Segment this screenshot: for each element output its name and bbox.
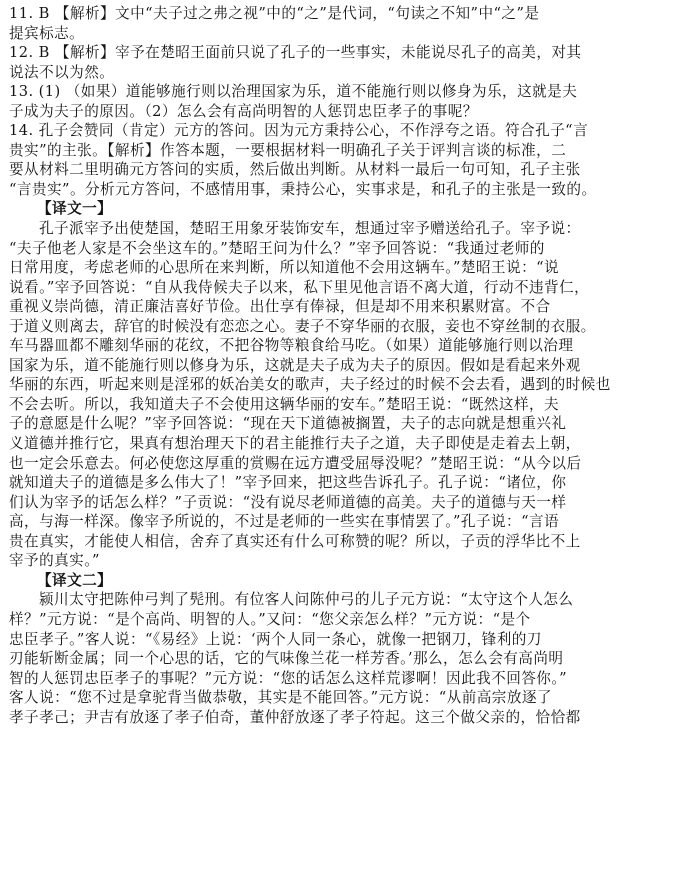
text-line-19: 国家为乐，道不能施行则以修身为乐，这就是夫子成为夫子的原因。假如是看起来外观 [9, 356, 581, 374]
text-line-25: 就知道夫子的道德是多么伟大了！”宰予回来，把这些告诉孔子。孔子说：“诸位，你 [9, 474, 567, 492]
text-line-29: 宰予的真实。” [9, 552, 100, 570]
text-line-34: 刃能斩断金属；同一个心思的话，它的气味像兰花一样芳香。’那么，怎么会有高尚明 [9, 650, 564, 668]
text-line-24: 也一定会乐意去。何必使您这厚重的赏赐在远方遭受屈辱没呢？”楚昭王说：“从今以后 [9, 454, 582, 472]
text-line-13: “夫子他老人家是不会坐这车的。”楚昭王问为什么？”宰予回答说：“我通过老师的 [9, 239, 545, 257]
text-line-5: 13. (1) （如果）道能够施行则以治理国家为乐，道不能施行则以修身为乐，这就是夫 [9, 83, 578, 101]
text-line-27: 高，与海一样深。像宰予所说的，不过是老师的一些实在事情罢了。”孔子说：“言语 [9, 513, 560, 531]
text-line-4: 说法不以为然。 [9, 63, 115, 81]
text-line-37: 孝子孝己；尹吉有放逐了孝子伯奇，董仲舒放逐了孝子符起。这三个做父亲的，恰恰都 [9, 708, 581, 726]
text-line-16: 重视义崇尚德，清正廉洁喜好节俭。出仕享有俸禄，但是却不用来积累财富。不合 [9, 298, 551, 316]
text-line-12: 孔子派宰予出使楚国，楚昭王用象牙装饰安车，想通过宰予赠送给孔子。宰予说： [39, 220, 581, 238]
translation-one-heading: 【译文一】 [37, 200, 113, 218]
text-line-32: 样？”元方说：“是个高尚、明智的人。”又问：“您父亲怎么样？”元方说：“是个 [9, 610, 531, 628]
text-line-1: 11. B 【解析】文中“夫子过之弗之视”中的“之”是代词，“句读之不知”中“之”是 [9, 5, 540, 22]
text-line-28: 贵在真实，才能使人相信，舍弃了真实还有什么可称赞的呢？所以，子贡的浮华比不上 [9, 532, 581, 550]
text-line-26: 们认为宰予的话怎么样？”子贡说：“没有说尽老师道德的高美。夫子的道德与天一样 [9, 493, 567, 511]
text-line-21: 不会去听。所以，我知道夫子不会使用这辆华丽的安车。”楚昭王说：“既然这样，夫 [9, 395, 560, 413]
text-line-10: “言贵实”。分析元方答问，不感情用事，秉持公心，实事求是，和孔子的主张是一致的。 [9, 180, 597, 198]
text-line-9: 要从材料二里明确元方答问的实质，然后做出判断。从材料一最后一句可知，孔子主张 [9, 161, 581, 179]
text-line-23: 义道德并推行它，果真有想治理天下的君主能推行夫子之道，夫子即使是走着去上朝， [9, 435, 581, 453]
text-line-8: 贵实”的主张。【解析】作答本题，一要根据材料一明确孔子关于评判言谈的标准，二 [9, 141, 567, 159]
answer-explanation-page [9, 4, 685, 727]
translation-two-heading: 【译文二】 [37, 571, 113, 589]
text-line-7: 14. 孔子会赞同（肯定）元方的答问。因为元方秉持公心，不作浮夸之语。符合孔子“言 [9, 122, 589, 140]
text-line-15: 说看。”宰予回答说：“自从我侍候夫子以来，私下里见他言语不离大道，行动不违背仁， [9, 278, 590, 296]
text-line-22: 子的意愿是什么呢？”宰予回答说：“现在天下道德被搁置，夫子的志向就是想重兴礼 [9, 415, 567, 433]
text-line-36: 客人说：“您不过是拿驼背当做恭敬，其实是不能回答。”元方说：“从前高宗放逐了 [9, 689, 552, 707]
text-line-14: 日常用度，考虑老师的心思所在来判断，所以知道他不会用这辆车。”楚昭王说：“说 [9, 259, 560, 277]
text-line-18: 车马器皿都不雕刻华丽的花纹，不把谷物等粮食给马吃。（如果）道能够施行则以治理 [9, 337, 574, 355]
text-line-33: 忠臣孝子。”客人说：“《易经》上说：‘两个人同一条心，就像一把钢刀，锋利的刀 [9, 630, 542, 648]
text-line-20: 华丽的东西，听起来则是淫邪的妖冶美女的歌声，夫子经过的时候不会去看，遇到的时候也 [9, 376, 611, 394]
text-line-35: 智的人惩罚忠臣孝子的事呢？”元方说：“您的话怎么这样荒谬啊！因此我不回答你。” [9, 669, 568, 687]
text-line-2: 提宾标志。 [9, 24, 85, 42]
text-line-17: 于道义则离去，辞官的时候没有恋恋之心。妻子不穿华丽的衣服，妾也不穿丝制的衣服。 [9, 317, 596, 335]
text-line-3: 12. B 【解析】宰予在楚昭王面前只说了孔子的一些事实，未能说尽孔子的高美，对其 [9, 44, 582, 62]
text-line-31: 颍川太守把陈仲弓判了髡刑。有位客人问陈仲弓的儿子元方说：“太守这个人怎么 [39, 591, 574, 609]
text-line-6: 子成为夫子的原因。（2）怎么会有高尚明智的人惩罚忠臣孝子的事呢？ [9, 102, 478, 120]
